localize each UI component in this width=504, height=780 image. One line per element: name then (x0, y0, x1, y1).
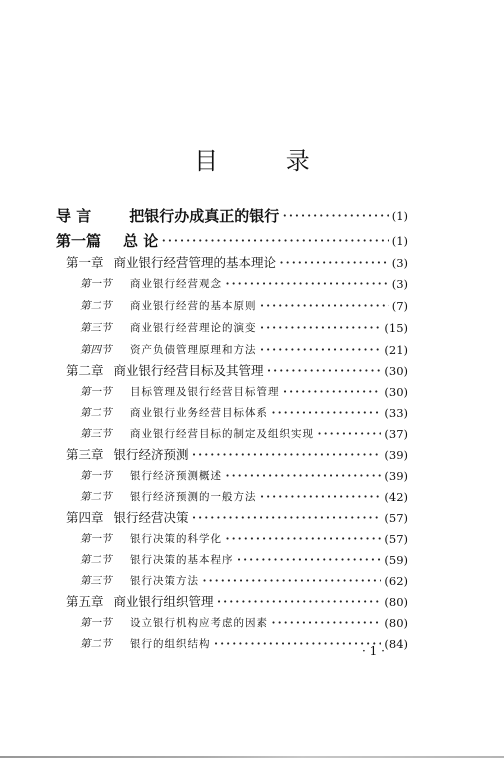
toc-entry (80, 296, 408, 316)
toc-entry-title: 把银行办成真正的银行 (129, 207, 280, 225)
toc-entry-page: (33) (384, 406, 408, 420)
toc-entry-page: (57) (384, 511, 408, 525)
toc-entry-number: 第三节 (80, 322, 112, 334)
dot-leader (283, 382, 382, 402)
toc-entry-title: 银行的组织结构 (130, 638, 211, 650)
toc-entry-number: 第一节 (80, 533, 112, 545)
toc-entry-number: 第五章 (66, 594, 104, 609)
toc-entry-number: 第一节 (80, 617, 112, 629)
toc-entry (66, 592, 408, 612)
toc-entry-page: (57) (384, 532, 408, 546)
toc-entry-title: 商业银行经营目标的制定及组织实现 (130, 428, 314, 440)
scan-edge-line (0, 756, 504, 758)
toc-entry (80, 466, 408, 486)
dot-leader (271, 403, 381, 423)
dot-leader (202, 571, 381, 591)
toc-entry (80, 382, 408, 402)
toc-entry-page: (84) (384, 637, 408, 651)
toc-entry (80, 634, 408, 654)
dot-leader (260, 296, 389, 316)
dot-leader (260, 318, 382, 338)
toc-entry-title: 商业银行组织管理 (113, 594, 214, 609)
toc-entry (80, 340, 408, 360)
page-title: 目 录 (194, 147, 340, 175)
dot-leader (214, 634, 382, 654)
dot-leader (267, 361, 382, 381)
toc-entry-page: (1) (391, 234, 408, 248)
dot-leader (225, 274, 389, 294)
toc-entry (80, 274, 408, 294)
dot-leader (161, 231, 388, 251)
toc-entry-title: 商业银行经营目标及其管理 (113, 363, 264, 378)
toc-entry-title: 银行经营决策 (113, 510, 189, 525)
toc-entry-title: 银行决策的基本程序 (130, 554, 234, 566)
toc-entry-page: (3) (391, 277, 408, 291)
toc-entry-number: 第一节 (80, 278, 112, 290)
toc-entry (56, 231, 408, 251)
toc-entry-title: 银行决策方法 (130, 575, 199, 587)
toc-entry-number: 第二节 (80, 407, 112, 419)
dot-leader (271, 613, 381, 633)
toc-entry-number: 第四节 (80, 344, 112, 356)
toc-entry-title: 银行经济预测的一般方法 (130, 491, 257, 503)
dot-leader (260, 340, 382, 360)
toc-entry-title: 设立银行机构应考虑的因素 (130, 617, 268, 629)
toc-entry-page: (30) (384, 385, 408, 399)
toc-entry (80, 318, 408, 338)
toc-entry-number: 第一篇 (56, 232, 102, 250)
toc-entry-number: 第三节 (80, 428, 112, 440)
toc-entry-title: 银行经济预测 (113, 447, 189, 462)
toc-entry-title: 商业银行业务经营目标体系 (130, 407, 268, 419)
toc-entry-page: (21) (384, 343, 408, 357)
toc-entry-page: (37) (384, 427, 408, 441)
toc-entry-title: 商业银行经营的基本原则 (130, 300, 257, 312)
dot-leader (279, 253, 389, 273)
toc-entry-page: (62) (384, 574, 408, 588)
toc-entry-number: 第二节 (80, 554, 112, 566)
dot-leader (317, 424, 381, 444)
toc-entry-page: (39) (384, 469, 408, 483)
toc-entry-title: 商业银行经营管理的基本理论 (113, 255, 277, 270)
toc-entry-page: (59) (384, 553, 408, 567)
toc-entry-title: 商业银行经营理论的演变 (130, 322, 257, 334)
toc-entry-page: (42) (384, 490, 408, 504)
toc-entry-number: 第四章 (66, 510, 104, 525)
toc-entry-page: (7) (391, 299, 408, 313)
toc-entry-number: 第一节 (80, 386, 112, 398)
toc-entry-title: 银行经济预测概述 (130, 470, 222, 482)
toc-entry (66, 253, 408, 273)
toc-entry-page: (80) (384, 616, 408, 630)
toc-entry-title: 银行决策的科学化 (130, 533, 222, 545)
toc-entry (80, 424, 408, 444)
toc-entry (80, 529, 408, 549)
toc-entry (80, 487, 408, 507)
dot-leader (192, 445, 382, 465)
toc-entry-title: 资产负债管理原理和方法 (130, 344, 257, 356)
toc-entry (66, 508, 408, 528)
toc-entry-number: 第三章 (66, 447, 104, 462)
toc-entry-number: 第三节 (80, 575, 112, 587)
toc-entry-number: 第二节 (80, 300, 112, 312)
toc-entry (80, 613, 408, 633)
toc-entry (80, 403, 408, 423)
toc-entry-page: (80) (384, 595, 408, 609)
dot-leader (282, 206, 388, 226)
toc-entry-number: 导 言 (56, 207, 92, 225)
toc-entry-title: 总 论 (123, 232, 159, 250)
toc-entry-page: (3) (391, 256, 408, 270)
dot-leader (192, 508, 382, 528)
toc-entry-number: 第二节 (80, 638, 112, 650)
toc-entry-number: 第二章 (66, 363, 104, 378)
toc-entry-page: (1) (391, 209, 408, 223)
dot-leader (225, 466, 381, 486)
toc-entry-page: (39) (384, 448, 408, 462)
toc-entry-number: 第二节 (80, 491, 112, 503)
dot-leader (260, 487, 382, 507)
toc-entry (56, 206, 408, 226)
dot-leader (237, 550, 382, 570)
dot-leader (217, 592, 382, 612)
toc-entry-number: 第一章 (66, 255, 104, 270)
toc-entry-title: 目标管理及银行经营目标管理 (130, 386, 280, 398)
toc-entry (66, 445, 408, 465)
toc-entry-page: (15) (384, 321, 408, 335)
toc-entry-title: 商业银行经营观念 (130, 278, 222, 290)
page-number: · 1 · (362, 644, 385, 658)
toc-entry (66, 361, 408, 381)
toc-entry-page: (30) (384, 364, 408, 378)
toc-entry (80, 571, 408, 591)
toc-entry (80, 550, 408, 570)
toc-entry-number: 第一节 (80, 470, 112, 482)
dot-leader (225, 529, 381, 549)
